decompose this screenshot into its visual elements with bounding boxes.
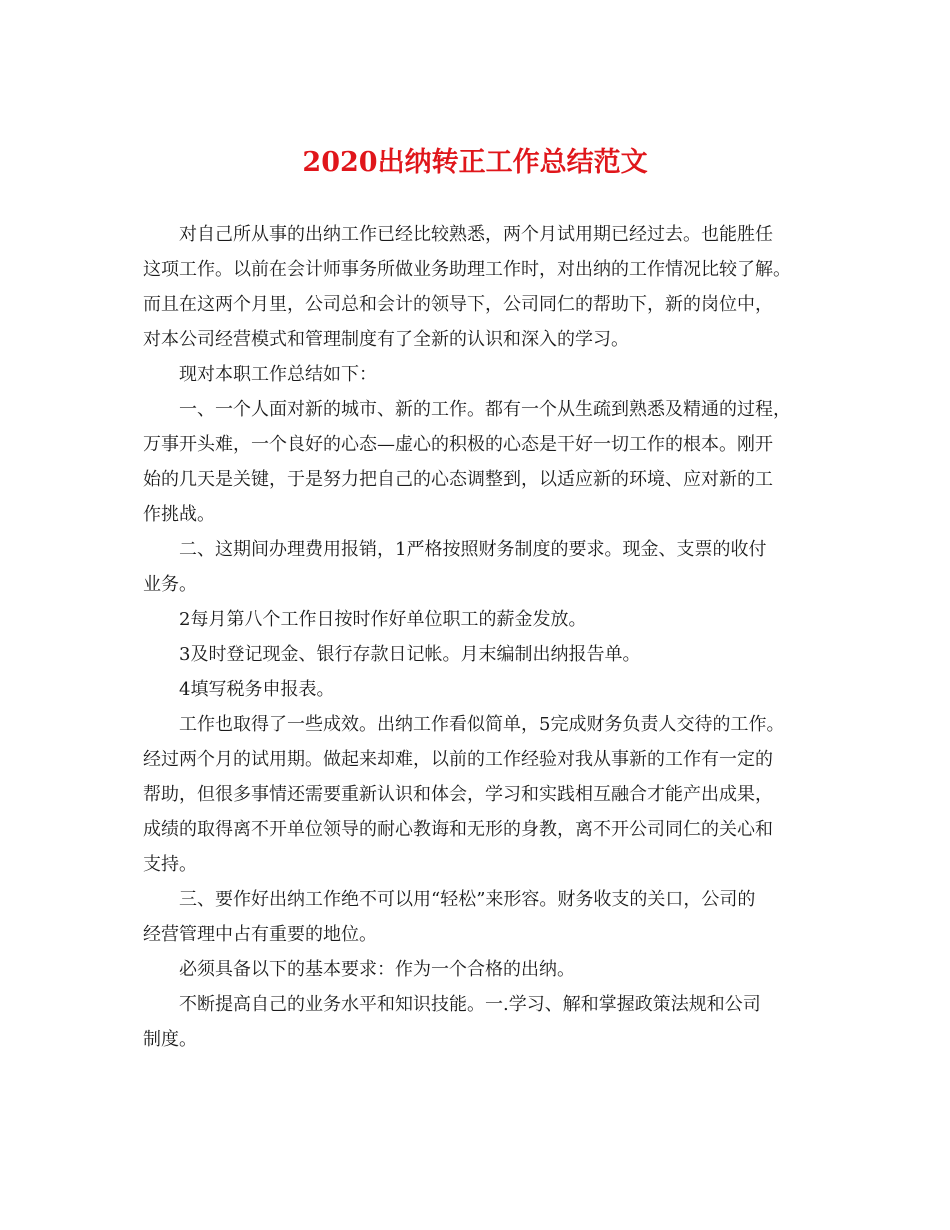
text-line: 三、要作好出纳工作绝不可以用“轻松”来形容。财务收支的关口，公司的: [179, 889, 756, 910]
text-line: 帮助，但很多事情还需要重新认识和体会，学习和实践相互融合才能产出成果，: [143, 784, 773, 805]
text-line: 对本公司经营模式和管理制度有了全新的认识和深入的学习。: [143, 329, 629, 350]
text-line: 工作也取得了一些成效。出纳工作看似简单，5完成财务负责人交待的工作。: [179, 714, 785, 735]
text-line: 不断提高自己的业务水平和知识技能。一.学习、解和掌握政策法规和公司: [179, 994, 761, 1015]
text-line: 成绩的取得离不开单位领导的耐心教诲和无形的身教，离不开公司同仁的关心和: [143, 819, 773, 840]
text-line: 2每月第八个工作日按时作好单位职工的薪金发放。: [179, 609, 587, 630]
text-line: 经过两个月的试用期。做起来却难，以前的工作经验对我从事新的工作有一定的: [143, 749, 773, 770]
text-line: 作挑战。: [143, 504, 215, 525]
text-line: 始的几天是关键，于是努力把自己的心态调整到，以适应新的环境、应对新的工: [143, 469, 773, 490]
document-body: [143, 217, 815, 1057]
text-line: 4填写税务申报表。: [179, 679, 335, 700]
text-line: 对自己所从事的出纳工作已经比较熟悉，两个月试用期已经过去。也能胜任: [179, 224, 773, 245]
text-line: 现对本职工作总结如下：: [179, 364, 377, 385]
text-line: 万事开头难，一个良好的心态—虚心的积极的心态是干好一切工作的根本。刚开: [143, 434, 773, 455]
text-line: 一、一个人面对新的城市、新的工作。都有一个从生疏到熟悉及精通的过程，: [179, 399, 791, 420]
text-line: 支持。: [143, 854, 197, 875]
text-line: 制度。: [143, 1029, 197, 1050]
text-line: 二、这期间办理费用报销，1严格按照财务制度的要求。现金、支票的收付: [179, 539, 767, 560]
text-line: 这项工作。以前在会计师事务所做业务助理工作时，对出纳的工作情况比较了解。: [143, 259, 791, 280]
text-line: 而且在这两个月里，公司总和会计的领导下，公司同仁的帮助下，新的岗位中，: [143, 294, 773, 315]
document-title: 2020出纳转正工作总结范文: [302, 147, 648, 178]
text-line: 必须具备以下的基本要求：作为一个合格的出纳。: [179, 959, 575, 980]
text-line: 业务。: [143, 574, 197, 595]
text-line: 3及时登记现金、银行存款日记帐。月末编制出纳报告单。: [179, 644, 641, 665]
text-line: 经营管理中占有重要的地位。: [143, 924, 377, 945]
